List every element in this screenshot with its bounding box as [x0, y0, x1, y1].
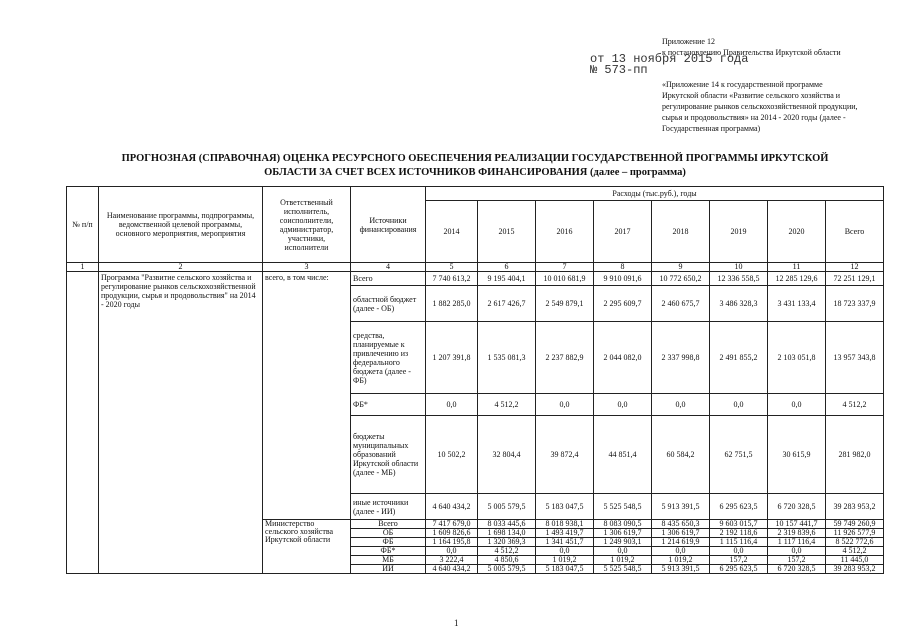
year-header: 2019	[710, 201, 768, 263]
page-number: 1	[454, 618, 459, 628]
source-cell: иные источники (далее - ИИ)	[351, 494, 426, 520]
value-cell: 6 295 623,5	[710, 494, 768, 520]
value-cell: 39 872,4	[536, 416, 594, 494]
ref-line: сырья и продовольствия» на 2014 - 2020 годы (далее -	[662, 113, 846, 122]
year-header: 2017	[594, 201, 652, 263]
resource-table	[66, 186, 884, 574]
value-cell: 2 617 426,7	[478, 286, 536, 322]
year-header: 2018	[652, 201, 710, 263]
year-header: 2016	[536, 201, 594, 263]
value-cell: 1 019,2	[652, 556, 710, 565]
stamp-date: от 13 ноября 2015 года	[590, 52, 749, 66]
value-cell: 5 005 579,5	[478, 565, 536, 574]
value-cell: 5 525 548,5	[594, 494, 652, 520]
value-cell: 4 512,2	[826, 547, 884, 556]
year-header: 2014	[426, 201, 478, 263]
year-header: Всего	[826, 201, 884, 263]
value-cell: 2 237 882,9	[536, 322, 594, 394]
header-expenses: Расходы (тыс.руб.), годы	[426, 187, 884, 201]
value-cell: 1 117 116,4	[768, 538, 826, 547]
value-cell: 39 283 953,2	[826, 565, 884, 574]
value-cell: 4 640 434,2	[426, 565, 478, 574]
source-cell: ОБ	[351, 529, 426, 538]
ref-line: Иркутской области «Развитие сельского хозяйства и	[662, 91, 841, 100]
program-reference	[662, 79, 892, 134]
value-cell: 157,2	[768, 556, 826, 565]
value-cell: 157,2	[710, 556, 768, 565]
value-cell: 1 320 369,3	[478, 538, 536, 547]
value-cell: 44 851,4	[594, 416, 652, 494]
value-cell: 7 740 613,2	[426, 272, 478, 286]
value-cell: 8 435 650,3	[652, 520, 710, 529]
value-cell: 3 431 133,4	[768, 286, 826, 322]
value-cell: 0,0	[426, 547, 478, 556]
value-cell: 2 295 609,7	[594, 286, 652, 322]
value-cell: 0,0	[652, 394, 710, 416]
source-cell: ИИ	[351, 565, 426, 574]
value-cell: 4 850,6	[478, 556, 536, 565]
value-cell: 12 285 129,6	[768, 272, 826, 286]
column-number: 7	[536, 263, 594, 272]
value-cell: 1 207 391,8	[426, 322, 478, 394]
value-cell: 3 486 328,3	[710, 286, 768, 322]
stamp-number: № 573-пп	[590, 63, 648, 77]
value-cell: 0,0	[710, 547, 768, 556]
value-cell: 0,0	[536, 394, 594, 416]
source-cell: Всего	[351, 272, 426, 286]
source-cell: ФБ	[351, 538, 426, 547]
value-cell: 0,0	[594, 394, 652, 416]
value-cell: 4 512,2	[478, 394, 536, 416]
value-cell: 2 192 118,6	[710, 529, 768, 538]
ref-line: «Приложение 14 к государственной программе	[662, 80, 823, 89]
value-cell: 1 115 116,4	[710, 538, 768, 547]
value-cell: 18 723 337,9	[826, 286, 884, 322]
value-cell: 1 249 903,1	[594, 538, 652, 547]
value-cell: 6 720 328,5	[768, 494, 826, 520]
title-line: ПРОГНОЗНАЯ (СПРАВОЧНАЯ) ОЦЕНКА РЕСУРСНОГО ОБЕСПЕЧЕНИЯ РЕАЛИЗАЦИИ ГОСУДАРСТВЕННОЙ ПРОГРАММЫ ИРКУТСКОЙ	[121, 153, 829, 164]
source-cell: бюджеты муниципальных образований Иркутской области (далее - МБ)	[351, 416, 426, 494]
value-cell: 0,0	[768, 394, 826, 416]
column-number: 2	[99, 263, 263, 272]
value-cell: 4 640 434,2	[426, 494, 478, 520]
column-number: 12	[826, 263, 884, 272]
column-number: 5	[426, 263, 478, 272]
value-cell: 2 044 082,0	[594, 322, 652, 394]
column-number: 4	[351, 263, 426, 272]
value-cell: 30 615,9	[768, 416, 826, 494]
value-cell: 11 445,0	[826, 556, 884, 565]
value-cell: 1 493 419,7	[536, 529, 594, 538]
value-cell: 2 460 675,7	[652, 286, 710, 322]
date-stamp	[590, 54, 748, 76]
title-line: ОБЛАСТИ ЗА СЧЕТ ВСЕХ ИСТОЧНИКОВ ФИНАНСИРОВАНИЯ (далее – программа)	[264, 167, 686, 178]
value-cell: 1 214 619,9	[652, 538, 710, 547]
value-cell: 2 103 051,8	[768, 322, 826, 394]
value-cell: 4 512,2	[478, 547, 536, 556]
value-cell: 12 336 558,5	[710, 272, 768, 286]
column-number: 11	[768, 263, 826, 272]
column-number: 1	[67, 263, 99, 272]
value-cell: 9 910 091,6	[594, 272, 652, 286]
column-number: 9	[652, 263, 710, 272]
value-cell: 1 698 134,0	[478, 529, 536, 538]
value-cell: 2 319 839,6	[768, 529, 826, 538]
value-cell: 8 083 090,5	[594, 520, 652, 529]
row-number	[67, 272, 99, 574]
year-header: 2020	[768, 201, 826, 263]
source-cell: областной бюджет (далее - ОБ)	[351, 286, 426, 322]
source-cell: средства, планируемые к привлечению из федерального бюджета (далее - ФБ)	[351, 322, 426, 394]
appendix-label: Приложение 12	[662, 37, 715, 46]
header-num: № п/п	[67, 187, 99, 263]
value-cell: 5 913 391,5	[652, 494, 710, 520]
source-cell: Всего	[351, 520, 426, 529]
year-header: 2015	[478, 201, 536, 263]
value-cell: 4 512,2	[826, 394, 884, 416]
value-cell: 10 772 650,2	[652, 272, 710, 286]
value-cell: 9 603 015,7	[710, 520, 768, 529]
value-cell: 1 535 081,3	[478, 322, 536, 394]
value-cell: 3 222,4	[426, 556, 478, 565]
value-cell: 0,0	[536, 547, 594, 556]
ref-line: Государственная программа)	[662, 124, 761, 133]
value-cell: 62 751,5	[710, 416, 768, 494]
value-cell: 39 283 953,2	[826, 494, 884, 520]
value-cell: 281 982,0	[826, 416, 884, 494]
source-cell: ФБ*	[351, 394, 426, 416]
value-cell: 0,0	[710, 394, 768, 416]
table-row	[67, 272, 884, 286]
value-cell: 59 749 260,9	[826, 520, 884, 529]
value-cell: 1 019,2	[594, 556, 652, 565]
header-executor: Ответственный исполнитель, соисполнители, администратор, участники, исполнители	[263, 187, 351, 263]
value-cell: 0,0	[594, 547, 652, 556]
document-title	[80, 152, 870, 180]
value-cell: 60 584,2	[652, 416, 710, 494]
source-cell: ФБ*	[351, 547, 426, 556]
header-name: Наименование программы, подпрограммы, ведомственной целевой программы, основного мероприятия, мероприятия	[99, 187, 263, 263]
value-cell: 11 926 577,9	[826, 529, 884, 538]
column-number: 3	[263, 263, 351, 272]
value-cell: 0,0	[768, 547, 826, 556]
value-cell: 6 295 623,5	[710, 565, 768, 574]
program-name: Программа "Развитие сельского хозяйства и регулирование рынков сельскохозяйственной продукции, сырья и продовольствия" на 2014 - 2020 годы	[99, 272, 263, 574]
value-cell: 32 804,4	[478, 416, 536, 494]
value-cell: 1 306 619,7	[652, 529, 710, 538]
resolution-label: к постановлению Правительства Иркутской области	[662, 48, 841, 57]
value-cell: 1 164 195,8	[426, 538, 478, 547]
header-source: Источники финансирования	[351, 187, 426, 263]
value-cell: 2 549 879,1	[536, 286, 594, 322]
value-cell: 5 005 579,5	[478, 494, 536, 520]
value-cell: 1 341 451,7	[536, 538, 594, 547]
value-cell: 5 183 047,5	[536, 565, 594, 574]
ref-line: регулирование рынков сельскохозяйственной продукции,	[662, 102, 858, 111]
value-cell: 10 010 681,9	[536, 272, 594, 286]
value-cell: 5 913 391,5	[652, 565, 710, 574]
value-cell: 72 251 129,1	[826, 272, 884, 286]
column-number: 6	[478, 263, 536, 272]
column-number: 10	[710, 263, 768, 272]
value-cell: 0,0	[426, 394, 478, 416]
value-cell: 1 019,2	[536, 556, 594, 565]
value-cell: 13 957 343,8	[826, 322, 884, 394]
value-cell: 1 882 285,0	[426, 286, 478, 322]
value-cell: 8 522 772,6	[826, 538, 884, 547]
value-cell: 10 157 441,7	[768, 520, 826, 529]
executor-ministry: Министерство сельского хозяйства Иркутской области	[263, 520, 351, 574]
value-cell: 6 720 328,5	[768, 565, 826, 574]
value-cell: 10 502,2	[426, 416, 478, 494]
value-cell: 8 018 938,1	[536, 520, 594, 529]
value-cell: 9 195 404,1	[478, 272, 536, 286]
value-cell: 1 609 826,6	[426, 529, 478, 538]
executor-all: всего, в том числе:	[263, 272, 351, 520]
value-cell: 2 337 998,8	[652, 322, 710, 394]
value-cell: 8 033 445,6	[478, 520, 536, 529]
value-cell: 5 183 047,5	[536, 494, 594, 520]
value-cell: 1 306 619,7	[594, 529, 652, 538]
value-cell: 5 525 548,5	[594, 565, 652, 574]
source-cell: МБ	[351, 556, 426, 565]
value-cell: 0,0	[652, 547, 710, 556]
value-cell: 7 417 679,0	[426, 520, 478, 529]
value-cell: 2 491 855,2	[710, 322, 768, 394]
column-number: 8	[594, 263, 652, 272]
